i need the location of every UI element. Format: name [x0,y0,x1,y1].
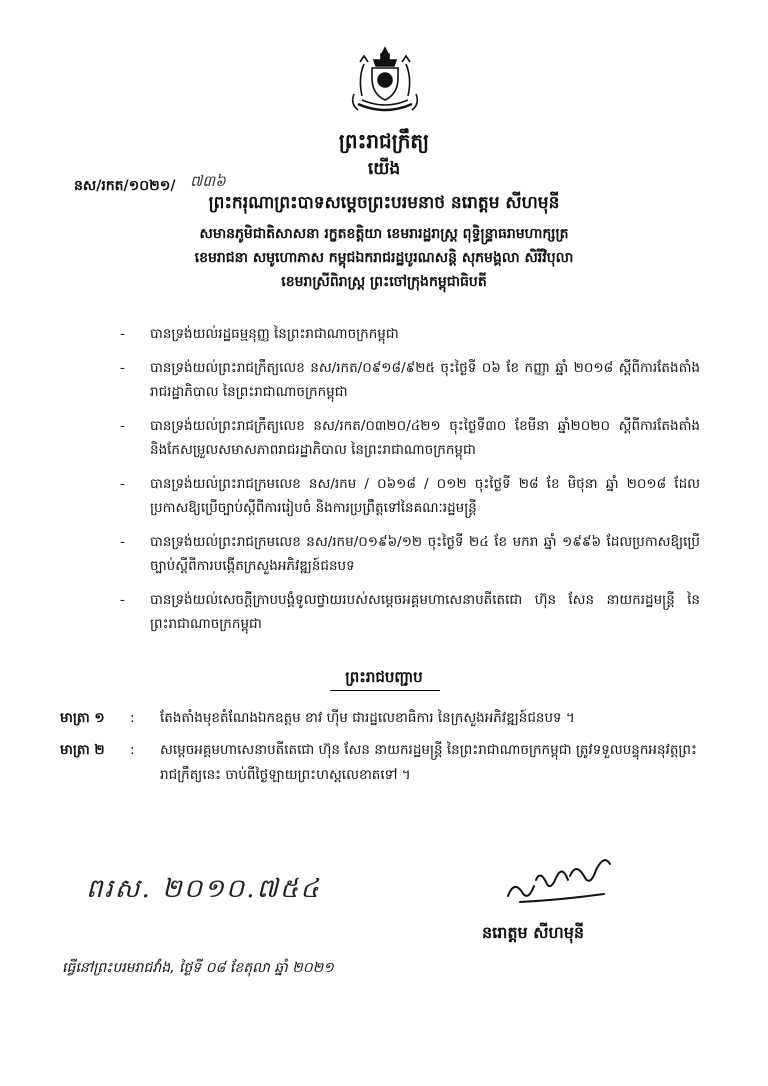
article-1: មាត្រា ១ : តែងតាំងមុខតំណែងឯកឧត្តម ខាវ ហ៊ីម ជារដ្ឋលេខាធិការ នៃក្រសួងអភិវឌ្ឍន៍ជនបទ ។ [60,706,710,731]
preamble-item: - បានទ្រង់យល់ព្រះរាជក្រមលេខ នស/រកម / ០៦១៨ / ០១២ ចុះថ្ងៃទី ២៨ ខែ មិថុនា ឆ្នាំ ២០១៨ ដែលប្រកាសឱ្យប្រើច្បាប់ស្តីពីការរៀបចំ និងការប្រព្រឹត្តទៅនៃគណៈរដ្ឋមន្ត្រី [120,476,700,516]
reference-annotation: ៧៣៦ [190,172,226,190]
handwritten-registration-note: ពរស. ២០១០.៧៥៤ [86,874,321,904]
royal-we: យើង [367,159,401,179]
preamble-item: - បានទ្រង់យល់រដ្ឋធម្មនុញ្ញ នៃព្រះរាជាណាចក្រកម្ពុជា [120,326,399,342]
preamble-item: - បានទ្រង់យល់ព្រះរាជក្រឹត្យលេខ នស/រកត/០៩១៨/៩២៥ ចុះថ្ងៃទី ០៦ ខែ កញ្ញា ឆ្នាំ ២០១៨ ស្តីពីការតែងតាំងរាជរដ្ឋាភិបាល នៃព្រះរាជាណាចក្រកម្ពុជា [120,360,700,400]
decree-title: ព្រះរាជក្រឹត្យ [338,129,430,153]
preamble-item: - បានទ្រង់យល់សេចក្តីក្រាបបង្គំទូលថ្វាយរបស់សម្តេចអគ្គមហាសេនាបតីតេជោ ហ៊ុន សែន នាយករដ្ឋមន្ត្រី នៃព្រះរាជាណាចក្រកម្ពុជា [120,592,700,632]
royal-signature [500,840,620,910]
king-title-line-1: សមានភូមិជាតិសាសនា រក្ខតខត្តិយា ខេមរារដ្ឋរាស្ត្រ ពុទ្ធិន្ទ្រាធរាមហាក្សត្រ [199,226,569,242]
article-label: មាត្រា ១ [60,710,105,726]
article-text: តែងតាំងមុខតំណែងឯកឧត្តម ខាវ ហ៊ីម ជារដ្ឋលេខាធិការ នៃក្រសួងអភិវឌ្ឍន៍ជនបទ ។ [160,710,575,726]
king-title-line-2: ខេមរាជនា សមូហោភាស កម្ពុជឯករាជរដ្ឋបូរណសន្តិ សុភមង្គលា សិរីវិបុលា [194,250,574,266]
king-line: ព្រះករុណាព្រះបាទសម្តេចព្រះបរមនាថ នរោត្តម សីហមុនី [208,193,560,213]
preamble-item: - បានទ្រង់យល់ព្រះរាជក្រឹត្យលេខ នស/រកត/០៣២០/៤២១ ចុះថ្ងៃទី៣០ ខែមីនា ឆ្នាំ២០២០ ស្តីពីការតែងតាំង និងកែសម្រួលសមាសភាពរាជរដ្ឋាភិបាល នៃព្រះរាជាណាចក្រកម្ពុជា [120,418,700,458]
decision-heading: ព្រះរាជបញ្ជាប [345,668,423,686]
royal-coat-of-arms-icon [344,44,426,120]
article-label: មាត្រា ២ [60,742,105,758]
signer-name: នរោត្តម សីហមុនី [482,923,585,942]
article-text: សម្តេចអគ្គមហាសេនាបតីតេជោ ហ៊ុន សែន នាយករដ្ឋមន្ត្រី នៃព្រះរាជាណាចក្រកម្ពុជា ត្រូវទទួលបន្ទុកអនុវត្តព្រះរាជក្រឹត្យនេះ ចាប់ពីថ្ងៃឡាយព្រះហស្តលេខាតទៅ ។ [160,742,697,783]
date-line: ធ្វើនៅព្រះបរមរាជវាំង, ថ្ងៃទី ០៨ ខែតុលា ឆ្នាំ ២០២១ [62,960,334,976]
decision-underline [330,690,440,691]
king-title-line-3: ខេមរាស្រីពិរាស្ត្រ ព្រះចៅក្រុងកម្ពុជាធិបតី [281,274,487,290]
reference-number: នស/រកត/១០២១/ [74,178,176,194]
preamble-list [120,322,700,646]
article-2: មាត្រា ២ : សម្តេចអគ្គមហាសេនាបតីតេជោ ហ៊ុន សែន នាយករដ្ឋមន្ត្រី នៃព្រះរាជាណាចក្រកម្ពុជា ត្រូវទទួលបន្ទុកអនុវត្តព្រះរាជក្រឹត្យនេះ ចាប់ពីថ្ងៃឡាយព្រះហស្តលេខាតទៅ ។ [60,738,710,788]
preamble-item: - បានទ្រង់យល់ព្រះរាជក្រមលេខ នស/រកម/០១៩៦/១២ ចុះថ្ងៃទី ២៤ ខែ មករា ឆ្នាំ ១៩៩៦ ដែលប្រកាសឱ្យប្រើច្បាប់ស្តីពីការបង្កើតក្រសួងអភិវឌ្ឍន៍ជនបទ [120,534,700,574]
